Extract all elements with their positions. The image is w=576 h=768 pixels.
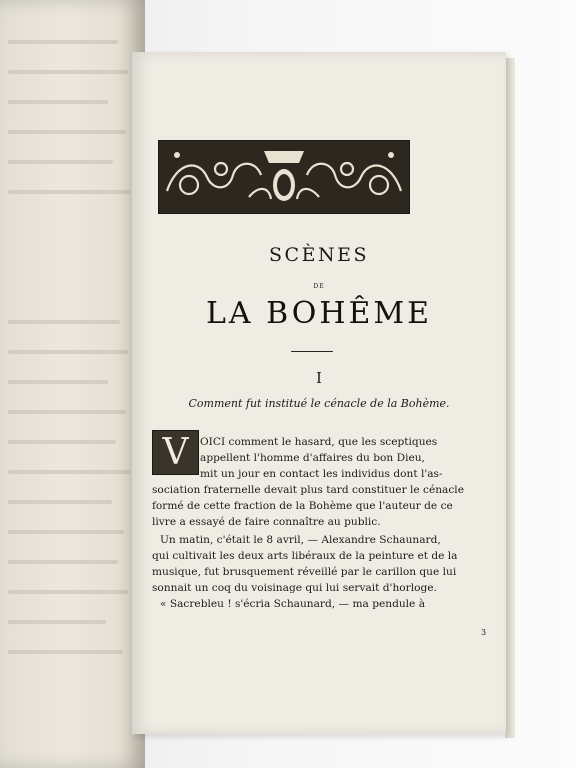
body-line: Un matin, c'était le 8 avril, — Alexandre Schaunard, [160, 534, 441, 546]
title-rule [291, 351, 333, 352]
body-line: OICI comment le hasard, que les sceptiques [200, 436, 438, 448]
page-number: 3 [481, 628, 487, 637]
chapter-number: I [316, 369, 322, 387]
ornamental-headpiece [158, 140, 410, 214]
body-line: livre a essayé de faire connaître au public. [152, 516, 381, 528]
body-line: sociation fraternelle devait plus tard constituer le cénacle [152, 484, 464, 496]
body-line: appellent l'homme d'affaires du bon Dieu, [200, 452, 425, 464]
body-line: qui cultivait les deux arts libéraux de la peinture et de la [152, 550, 458, 562]
body-line: mit un jour en contact les individus dont l'as- [200, 468, 443, 480]
page-edge [505, 58, 515, 738]
title-la-boheme: LA BOHÊME [206, 296, 432, 331]
left-page-blurred [0, 0, 145, 768]
drop-cap: V [152, 430, 199, 475]
chapter-title: Comment fut institué le cénacle de la Bohème. [188, 397, 450, 410]
body-line: sonnait un coq du voisinage qui lui servait d'horloge. [152, 582, 437, 594]
body-line: musique, fut brusquement réveillé par le carillon que lui [152, 566, 457, 578]
body-line: formé de cette fraction de la Bohème que l'auteur de ce [152, 500, 453, 512]
body-line: « Sacrebleu ! s'écria Schaunard, — ma pendule à [160, 598, 426, 610]
title-scenes: SCÈNES [269, 244, 369, 266]
title-connector: DE [313, 283, 325, 290]
